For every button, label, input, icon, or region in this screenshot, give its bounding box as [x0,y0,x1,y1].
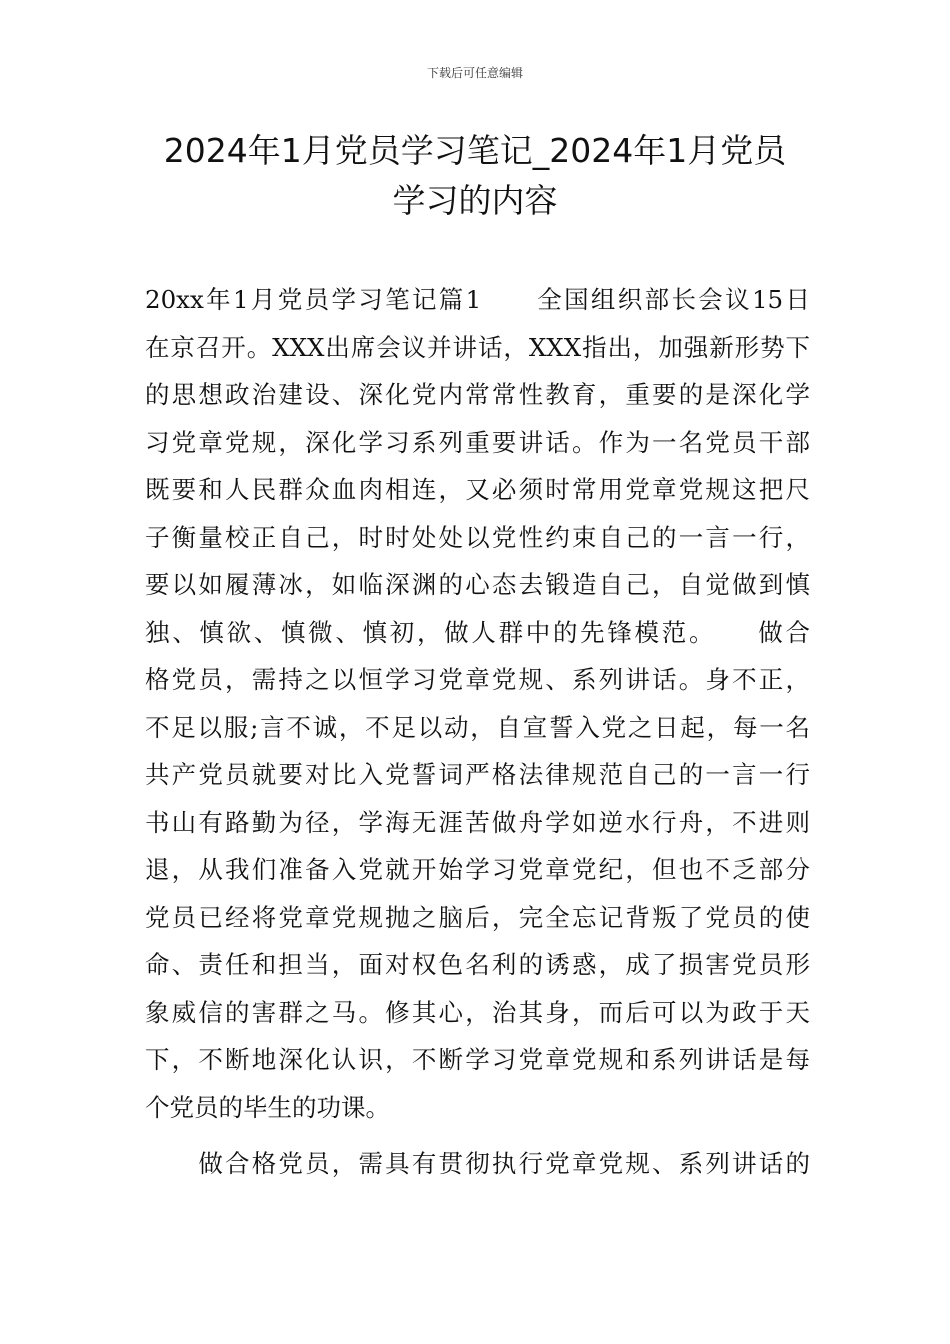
title-line: 学习的内容 [392,181,558,220]
paragraph [145,276,810,1131]
paragraph [145,1140,810,1188]
text-line: 要以如履薄冰，如临深渊的心态去锻造自己，自觉做到慎 [145,570,810,599]
text-line: 在京召开。XXX出席会议并讲话，XXX指出，加强新形势下 [145,332,810,362]
text-line: 习党章党规，深化学习系列重要讲话。作为一名党员干部 [145,427,810,457]
text-line: 个党员的毕生的功课。 [145,1092,390,1122]
header-note: 下载后可任意编辑 [426,66,523,80]
title-line: 2024年1月党员学习笔记_2024年1月党员 [163,131,787,170]
text-line: 子衡量校正自己，时时处处以党性约束自己的一言一行， [145,522,810,552]
text-line: 退，从我们准备入党就开始学习党章党纪，但也不乏部分 [145,855,810,884]
text-line: 既要和人民群众血肉相连，又必须时常用党章党规这把尺 [145,475,810,504]
paragraph-gap [145,1131,810,1140]
text-line: 书山有路勤为径，学海无涯苦做舟学如逆水行舟，不进则 [145,807,810,837]
text-line: 的思想政治建设、深化党内常常性教育，重要的是深化学 [145,380,810,409]
document-title [130,126,820,226]
text-line: 象威信的害群之马。修其心，治其身，而后可以为政于天 [145,997,810,1027]
text-line: 下，不断地深化认识，不断学习党章党规和系列讲话是每 [145,1045,810,1074]
text-line: 共产党员就要对比入党誓词严格法律规范自己的一言一行 [145,760,810,789]
text-line: 党员已经将党章党规抛之脑后，完全忘记背叛了党员的使 [145,902,810,932]
text-line: 不足以服;言不诚，不足以动，自宣誓入党之日起，每一名 [145,712,810,742]
text-line: 命、责任和担当，面对权色名利的诱惑，成了损害党员形 [145,950,810,979]
text-line: 做合格党员，需具有贯彻执行党章党规、系列讲话的 [145,1149,810,1178]
text-line: 独、慎欲、慎微、慎初，做人群中的先锋模范。 做合 [145,617,810,647]
text-line: 格党员，需持之以恒学习党章党规、系列讲话。身不正， [145,665,810,694]
text-line: 20xx年1月党员学习笔记篇1 全国组织部长会议15日 [145,285,810,314]
document-body [145,276,810,1188]
